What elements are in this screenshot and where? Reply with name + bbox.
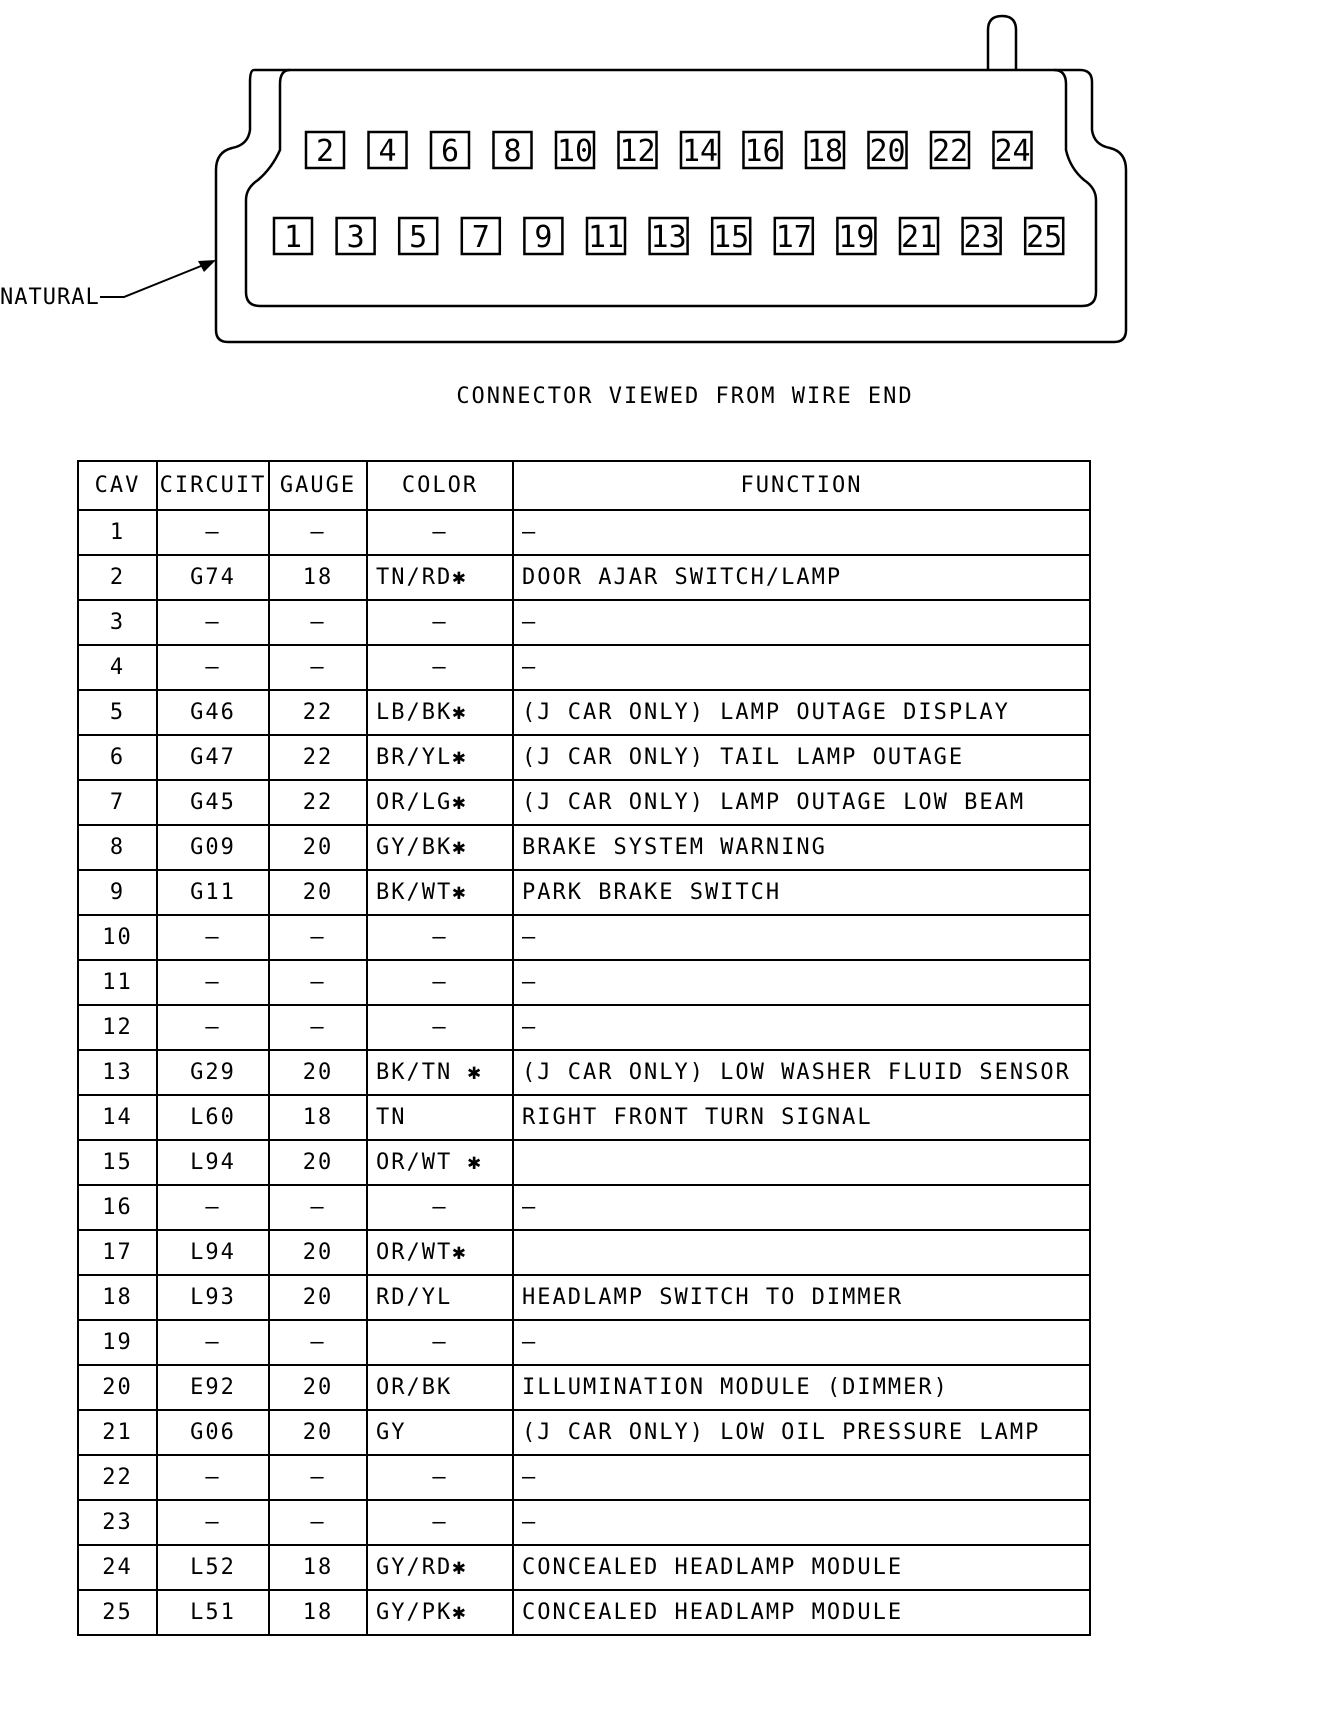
cell-cav: 21 (78, 1410, 157, 1455)
header-function: FUNCTION (513, 461, 1090, 510)
cell-circuit: L93 (157, 1275, 269, 1320)
cell-gauge: 20 (269, 1275, 367, 1320)
table-row (78, 690, 1090, 735)
pin-number-label: 7 (471, 220, 490, 255)
cell-circuit: — (157, 1185, 269, 1230)
cell-color: OR/BK (367, 1365, 513, 1410)
pin-number-label: 14 (681, 134, 719, 169)
cell-circuit: G29 (157, 1050, 269, 1095)
pin-number-label: 21 (900, 220, 938, 255)
pin-number-label: 18 (806, 134, 844, 169)
pin-number-label: 17 (775, 220, 812, 255)
cell-function: ILLUMINATION MODULE (DIMMER) (513, 1365, 1090, 1410)
bottom-pin-row (274, 218, 1063, 255)
cell-gauge: 18 (269, 555, 367, 600)
cell-circuit: — (157, 1500, 269, 1545)
cell-function: (J CAR ONLY) LAMP OUTAGE DISPLAY (513, 690, 1090, 735)
pinout-table (77, 460, 1091, 1636)
pin-number-label: 22 (931, 134, 969, 169)
connector-diagram (0, 0, 1328, 360)
cell-cav: 15 (78, 1140, 157, 1185)
cell-function: (J CAR ONLY) TAIL LAMP OUTAGE (513, 735, 1090, 780)
cell-color: OR/LG✱ (367, 780, 513, 825)
pin-number-label: 8 (503, 134, 522, 169)
cell-circuit: — (157, 915, 269, 960)
cell-color: — (367, 1185, 513, 1230)
cell-gauge: 18 (269, 1095, 367, 1140)
cell-circuit: G74 (157, 555, 269, 600)
header-cav: CAV (78, 461, 157, 510)
cell-cav: 6 (78, 735, 157, 780)
pin-number-label: 5 (409, 220, 428, 255)
cell-circuit: — (157, 1320, 269, 1365)
cell-function: DOOR AJAR SWITCH/LAMP (513, 555, 1090, 600)
cell-function: — (513, 1005, 1090, 1050)
cell-color: GY/RD✱ (367, 1545, 513, 1590)
table-row (78, 1140, 1090, 1185)
table-row (78, 555, 1090, 600)
cell-function (513, 1140, 1090, 1185)
cell-color: OR/WT✱ (367, 1230, 513, 1275)
table-row (78, 1230, 1090, 1275)
cell-color: OR/WT ✱ (367, 1140, 513, 1185)
cell-circuit: — (157, 1455, 269, 1500)
natural-callout-label: NATURAL (0, 285, 100, 310)
callout-leader-line (100, 264, 206, 297)
top-pin-row (306, 132, 1032, 169)
cell-color: GY (367, 1410, 513, 1455)
cell-cav: 8 (78, 825, 157, 870)
cell-cav: 5 (78, 690, 157, 735)
cell-circuit: — (157, 960, 269, 1005)
table-row (78, 735, 1090, 780)
cell-cav: 2 (78, 555, 157, 600)
pin-number-label: 25 (1026, 220, 1063, 255)
header-circuit: CIRCUIT (157, 461, 269, 510)
cell-gauge: — (269, 1185, 367, 1230)
cell-function: CONCEALED HEADLAMP MODULE (513, 1545, 1090, 1590)
table-header-row (78, 461, 1090, 510)
pin-number-label: 24 (994, 134, 1031, 169)
cell-cav: 1 (78, 510, 157, 555)
connector-latch (988, 16, 1016, 70)
cell-circuit: L60 (157, 1095, 269, 1140)
cell-gauge: 20 (269, 1230, 367, 1275)
cell-color: BR/YL✱ (367, 735, 513, 780)
pin-number-label: 4 (378, 134, 397, 169)
cell-gauge: — (269, 1005, 367, 1050)
cell-circuit: — (157, 600, 269, 645)
pin-number-label: 19 (838, 220, 875, 255)
cell-gauge: 22 (269, 690, 367, 735)
pin-number-label: 1 (283, 220, 303, 255)
table-row (78, 1320, 1090, 1365)
connector-housing (216, 70, 1126, 342)
cell-circuit: G09 (157, 825, 269, 870)
table-row (78, 1500, 1090, 1545)
cell-function: — (513, 1500, 1090, 1545)
table-row (78, 1365, 1090, 1410)
cell-cav: 13 (78, 1050, 157, 1095)
cell-cav: 18 (78, 1275, 157, 1320)
cell-function: — (513, 600, 1090, 645)
cell-gauge: — (269, 645, 367, 690)
cell-cav: 12 (78, 1005, 157, 1050)
cell-gauge: 20 (269, 1050, 367, 1095)
cell-color: GY/PK✱ (367, 1590, 513, 1635)
cell-function: — (513, 1455, 1090, 1500)
cell-circuit: — (157, 510, 269, 555)
table-row (78, 1005, 1090, 1050)
cell-gauge: 20 (269, 1140, 367, 1185)
pin-number-label: 3 (346, 220, 365, 255)
header-color: COLOR (367, 461, 513, 510)
cell-function: — (513, 1320, 1090, 1365)
cell-circuit: G11 (157, 870, 269, 915)
cell-color: RD/YL (367, 1275, 513, 1320)
table-row (78, 1095, 1090, 1140)
table-row (78, 1410, 1090, 1455)
cell-gauge: 20 (269, 1365, 367, 1410)
cell-function: — (513, 915, 1090, 960)
cell-circuit: L94 (157, 1140, 269, 1185)
cell-cav: 24 (78, 1545, 157, 1590)
cell-color: — (367, 600, 513, 645)
cell-color: — (367, 645, 513, 690)
cell-function: — (513, 960, 1090, 1005)
cell-function: CONCEALED HEADLAMP MODULE (513, 1590, 1090, 1635)
cell-cav: 22 (78, 1455, 157, 1500)
cell-gauge: 20 (269, 1410, 367, 1455)
cell-cav: 17 (78, 1230, 157, 1275)
cell-cav: 25 (78, 1590, 157, 1635)
cell-circuit: — (157, 645, 269, 690)
pin-number-label: 11 (587, 220, 625, 255)
cell-function: — (513, 1185, 1090, 1230)
cell-cav: 10 (78, 915, 157, 960)
cell-circuit: G45 (157, 780, 269, 825)
cell-color: — (367, 1320, 513, 1365)
cell-color: — (367, 1500, 513, 1545)
cell-gauge: — (269, 1320, 367, 1365)
pin-number-label: 20 (869, 134, 906, 169)
cell-color: — (367, 915, 513, 960)
cell-gauge: 18 (269, 1590, 367, 1635)
table-row (78, 915, 1090, 960)
cell-cav: 4 (78, 645, 157, 690)
cell-cav: 9 (78, 870, 157, 915)
cell-color: BK/TN ✱ (367, 1050, 513, 1095)
cell-color: — (367, 1455, 513, 1500)
cell-color: BK/WT✱ (367, 870, 513, 915)
cell-function: — (513, 510, 1090, 555)
table-row (78, 1545, 1090, 1590)
pin-number-label: 15 (713, 220, 750, 255)
table-row (78, 1455, 1090, 1500)
cell-function: (J CAR ONLY) LAMP OUTAGE LOW BEAM (513, 780, 1090, 825)
cell-function: RIGHT FRONT TURN SIGNAL (513, 1095, 1090, 1140)
cell-cav: 19 (78, 1320, 157, 1365)
cell-circuit: L94 (157, 1230, 269, 1275)
table-row (78, 600, 1090, 645)
table-row (78, 1275, 1090, 1320)
cell-gauge: — (269, 510, 367, 555)
cell-function: HEADLAMP SWITCH TO DIMMER (513, 1275, 1090, 1320)
cell-color: LB/BK✱ (367, 690, 513, 735)
table-row (78, 1050, 1090, 1095)
cell-cav: 14 (78, 1095, 157, 1140)
table-row (78, 825, 1090, 870)
cell-gauge: 22 (269, 735, 367, 780)
cell-function: BRAKE SYSTEM WARNING (513, 825, 1090, 870)
cell-cav: 7 (78, 780, 157, 825)
connector-cavity (246, 70, 1096, 306)
table-row (78, 510, 1090, 555)
table-row (78, 960, 1090, 1005)
table-row (78, 1590, 1090, 1635)
pin-number-label: 13 (650, 220, 687, 255)
cell-color: — (367, 960, 513, 1005)
cell-cav: 20 (78, 1365, 157, 1410)
cell-cav: 23 (78, 1500, 157, 1545)
cell-function: — (513, 645, 1090, 690)
cell-circuit: G47 (157, 735, 269, 780)
table-row (78, 780, 1090, 825)
cell-cav: 3 (78, 600, 157, 645)
cell-circuit: L51 (157, 1590, 269, 1635)
table-row (78, 870, 1090, 915)
pin-number-label: 16 (744, 134, 781, 169)
cell-cav: 16 (78, 1185, 157, 1230)
table-row (78, 645, 1090, 690)
cell-gauge: — (269, 915, 367, 960)
pin-number-label: 2 (315, 134, 335, 169)
cell-gauge: 20 (269, 825, 367, 870)
cell-cav: 11 (78, 960, 157, 1005)
cell-gauge: 18 (269, 1545, 367, 1590)
cell-gauge: 20 (269, 870, 367, 915)
pin-number-label: 9 (534, 220, 553, 255)
cell-function: (J CAR ONLY) LOW OIL PRESSURE LAMP (513, 1410, 1090, 1455)
pin-number-label: 6 (440, 134, 460, 169)
cell-circuit: G06 (157, 1410, 269, 1455)
pin-number-label: 10 (556, 134, 594, 169)
pin-number-label: 23 (963, 220, 1000, 255)
cell-circuit: — (157, 1005, 269, 1050)
cell-function: (J CAR ONLY) LOW WASHER FLUID SENSOR (513, 1050, 1090, 1095)
cell-gauge: 22 (269, 780, 367, 825)
pin-number-label: 12 (619, 134, 656, 169)
connector-caption: CONNECTOR VIEWED FROM WIRE END (456, 384, 914, 409)
cell-circuit: G46 (157, 690, 269, 735)
cell-gauge: — (269, 960, 367, 1005)
cell-color: TN/RD✱ (367, 555, 513, 600)
cell-function (513, 1230, 1090, 1275)
header-gauge: GAUGE (269, 461, 367, 510)
table-row (78, 1185, 1090, 1230)
cell-color: TN (367, 1095, 513, 1140)
cell-color: — (367, 510, 513, 555)
cell-circuit: L52 (157, 1545, 269, 1590)
cell-gauge: — (269, 1455, 367, 1500)
cell-color: — (367, 1005, 513, 1050)
cell-function: PARK BRAKE SWITCH (513, 870, 1090, 915)
cell-gauge: — (269, 600, 367, 645)
cell-circuit: E92 (157, 1365, 269, 1410)
cell-color: GY/BK✱ (367, 825, 513, 870)
cell-gauge: — (269, 1500, 367, 1545)
